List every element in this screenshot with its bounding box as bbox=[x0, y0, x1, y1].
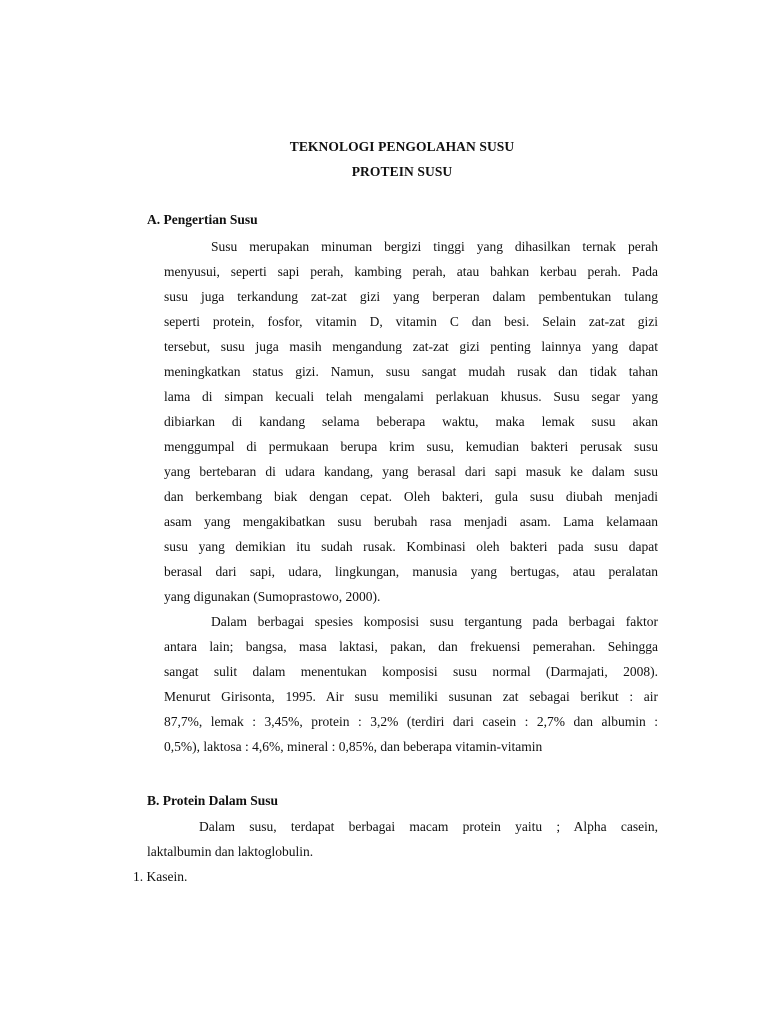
list-item: 1. Kasein. bbox=[133, 869, 188, 884]
paragraph-line: susu juga terkandung zat-zat gizi yang berperan dalam pembentukan tulang bbox=[164, 289, 658, 304]
paragraph-line: seperti protein, fosfor, vitamin D, vitamin C dan besi. Selain zat-zat gizi bbox=[164, 314, 658, 329]
paragraph-line: yang bertebaran di udara kandang, yang berasal dari sapi masuk ke dalam susu bbox=[164, 464, 658, 479]
section-a-heading: A. Pengertian Susu bbox=[147, 212, 258, 227]
document-subtitle: PROTEIN SUSU bbox=[351, 164, 453, 179]
paragraph-line: berasal dari sapi, udara, lingkungan, manusia yang bertugas, atau peralatan bbox=[164, 564, 658, 579]
paragraph-line: dibiarkan di kandang selama beberapa waktu, maka lemak susu akan bbox=[164, 414, 658, 429]
section-b-heading: B. Protein Dalam Susu bbox=[147, 793, 279, 808]
paragraph-line: menyusui, seperti sapi perah, kambing perah, atau bahkan kerbau perah. Pada bbox=[164, 264, 658, 279]
paragraph-line: dan berkembang biak dengan cepat. Oleh bakteri, gula susu diubah menjadi bbox=[164, 489, 658, 504]
paragraph-line: Dalam berbagai spesies komposisi susu tergantung pada berbagai faktor bbox=[211, 614, 658, 629]
paragraph-line: 87,7%, lemak : 3,45%, protein : 3,2% (terdiri dari casein : 2,7% dan albumin : bbox=[164, 714, 658, 729]
paragraph-line: antara lain; bangsa, masa laktasi, pakan, dan frekuensi pemerahan. Sehingga bbox=[164, 639, 658, 654]
paragraph-line: sangat sulit dalam menentukan komposisi susu normal (Darmajati, 2008). bbox=[164, 664, 658, 679]
document-title: TEKNOLOGI PENGOLAHAN SUSU bbox=[289, 139, 515, 154]
paragraph-line: Menurut Girisonta, 1995. Air susu memiliki susunan zat sebagai berikut : air bbox=[164, 689, 658, 704]
paragraph-line: asam yang mengakibatkan susu berubah rasa menjadi asam. Lama kelamaan bbox=[164, 514, 658, 529]
paragraph-line: tersebut, susu juga masih mengandung zat-zat gizi penting lainnya yang dapat bbox=[164, 339, 658, 354]
paragraph-line: laktalbumin dan laktoglobulin. bbox=[147, 844, 314, 859]
paragraph-line: susu yang demikian itu sudah rusak. Kombinasi oleh bakteri pada susu dapat bbox=[164, 539, 658, 554]
paragraph-line: Dalam susu, terdapat berbagai macam protein yaitu ; Alpha casein, bbox=[199, 819, 658, 834]
paragraph-line: meningkatkan status gizi. Namun, susu sangat mudah rusak dan tidak tahan bbox=[164, 364, 658, 379]
paragraph-line: Susu merupakan minuman bergizi tinggi yang dihasilkan ternak perah bbox=[211, 239, 658, 254]
paragraph-line: lama di simpan kecuali telah mengalami perlakuan khusus. Susu segar yang bbox=[164, 389, 658, 404]
paragraph-line: yang digunakan (Sumoprastowo, 2000). bbox=[164, 589, 381, 604]
paragraph-line: 0,5%), laktosa : 4,6%, mineral : 0,85%, dan beberapa vitamin-vitamin bbox=[164, 739, 543, 754]
paragraph-line: menggumpal di permukaan berupa krim susu, kemudian bakteri perusak susu bbox=[164, 439, 658, 454]
